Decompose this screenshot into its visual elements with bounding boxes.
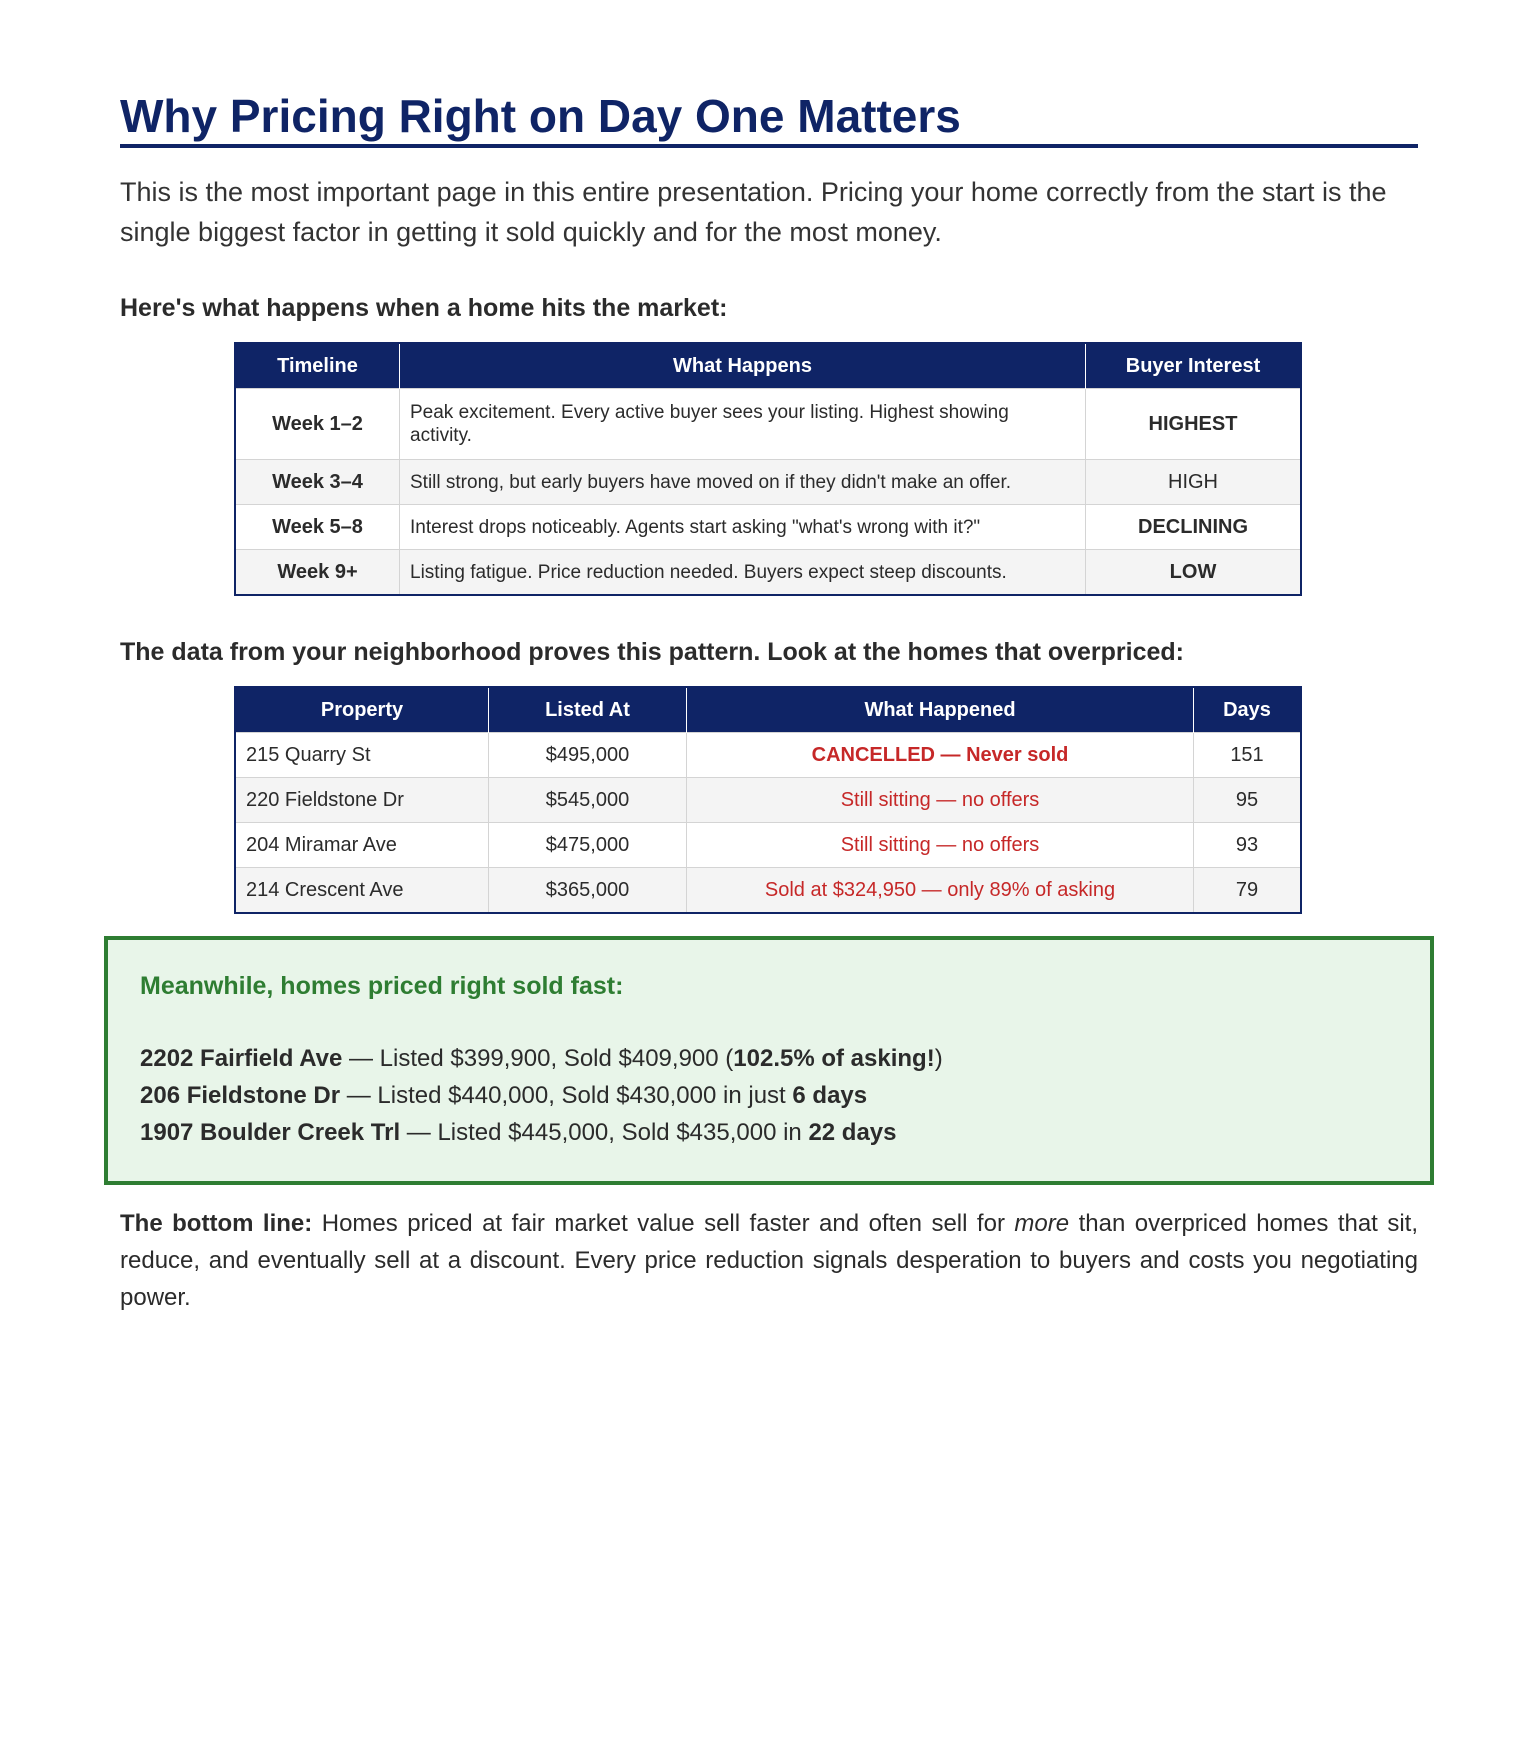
bottom-line-label: The bottom line: (120, 1210, 313, 1237)
success-item-highlight: 6 days (792, 1082, 868, 1109)
what-happens-col-header: What Happens (400, 343, 1086, 389)
table-row (235, 460, 1301, 505)
success-item-address: 2202 Fairfield Ave (140, 1045, 343, 1072)
timeline-col-header: Timeline (235, 343, 400, 389)
callout-title: Meanwhile, homes priced right sold fast: (140, 972, 624, 1000)
page-title: Why Pricing Right on Day One Matters (120, 88, 1418, 148)
success-item-detail: — Listed $440,000, Sold $430,000 in just (340, 1082, 793, 1109)
table-row (235, 823, 1301, 868)
overpriced-header-row (235, 687, 1301, 733)
what-happens-cell: Interest drops noticeably. Agents start asking "what's wrong with it?" (400, 505, 1086, 550)
property-col-header: Property (235, 687, 489, 733)
days-cell: 95 (1194, 778, 1302, 823)
listed-at-cell: $495,000 (489, 733, 687, 778)
table-row (235, 778, 1301, 823)
buyer-interest-cell: DECLINING (1086, 505, 1302, 550)
success-item-detail: — Listed $399,900, Sold $409,900 ( (342, 1045, 734, 1072)
timeline-cell: Week 3–4 (235, 460, 400, 505)
table-row (235, 733, 1301, 778)
what-happens-cell: Peak excitement. Every active buyer sees your listing. Highest showing activity. (400, 389, 1086, 460)
timeline-table (234, 342, 1302, 596)
listed-at-cell: $545,000 (489, 778, 687, 823)
listed-at-cell: $475,000 (489, 823, 687, 868)
property-cell: 214 Crescent Ave (235, 868, 489, 914)
bottom-line-text-end: than overpriced homes that sit, reduce, and eventually sell at a discount. Every price reduction signals desperation to buyers and costs you negotiating power. (120, 1210, 1418, 1311)
what-happens-cell: Listing fatigue. Price reduction needed. Buyers expect steep discounts. (400, 550, 1086, 596)
table-row (235, 868, 1301, 914)
timeline-cell: Week 9+ (235, 550, 400, 596)
page (120, 88, 1418, 1340)
property-cell: 220 Fieldstone Dr (235, 778, 489, 823)
bottom-line-paragraph (120, 1205, 1418, 1316)
table-row (235, 550, 1301, 596)
what-happened-cell: CANCELLED — Never sold (687, 733, 1194, 778)
what-happened-cell: Still sitting — no offers (687, 823, 1194, 868)
buyer-interest-cell: HIGH (1086, 460, 1302, 505)
days-cell: 93 (1194, 823, 1302, 868)
intro-paragraph: This is the most important page in this entire presentation. Pricing your home correctly from the start is the single biggest factor in getting it sold quickly and for the most money. (120, 177, 1387, 247)
days-col-header: Days (1194, 687, 1302, 733)
listed-at-col-header: Listed At (489, 687, 687, 733)
buyer-interest-cell: HIGHEST (1086, 389, 1302, 460)
timeline-heading: Here's what happens when a home hits the market: (120, 294, 728, 322)
success-item-highlight: 102.5% of asking! (733, 1045, 935, 1072)
success-item (140, 1077, 1398, 1114)
days-cell: 79 (1194, 868, 1302, 914)
bottom-line-emphasis: more (1014, 1210, 1070, 1237)
success-item-detail-end: ) (934, 1045, 943, 1072)
what-happened-cell: Still sitting — no offers (687, 778, 1194, 823)
success-item-address: 206 Fieldstone Dr (140, 1082, 341, 1109)
buyer-interest-col-header: Buyer Interest (1086, 343, 1302, 389)
bottom-line-text: Homes priced at fair market value sell faster and often sell for (312, 1210, 1015, 1237)
success-item (140, 1114, 1398, 1151)
overpriced-homes-table (234, 686, 1302, 914)
table-row (235, 505, 1301, 550)
what-happened-cell: Sold at $324,950 — only 89% of asking (687, 868, 1194, 914)
success-item (140, 1040, 1398, 1077)
timeline-cell: Week 1–2 (235, 389, 400, 460)
table-row (235, 389, 1301, 460)
neighborhood-data-heading: The data from your neighborhood proves this pattern. Look at the homes that overpriced: (120, 638, 1185, 666)
listed-at-cell: $365,000 (489, 868, 687, 914)
success-item-detail: — Listed $445,000, Sold $435,000 in (400, 1119, 809, 1146)
timeline-header-row (235, 343, 1301, 389)
buyer-interest-cell: LOW (1086, 550, 1302, 596)
what-happened-col-header: What Happened (687, 687, 1194, 733)
days-cell: 151 (1194, 733, 1302, 778)
property-cell: 204 Miramar Ave (235, 823, 489, 868)
success-item-highlight: 22 days (808, 1119, 897, 1146)
what-happens-cell: Still strong, but early buyers have moved on if they didn't make an offer. (400, 460, 1086, 505)
property-cell: 215 Quarry St (235, 733, 489, 778)
timeline-cell: Week 5–8 (235, 505, 400, 550)
priced-right-callout (104, 936, 1434, 1185)
success-item-address: 1907 Boulder Creek Trl (140, 1119, 401, 1146)
